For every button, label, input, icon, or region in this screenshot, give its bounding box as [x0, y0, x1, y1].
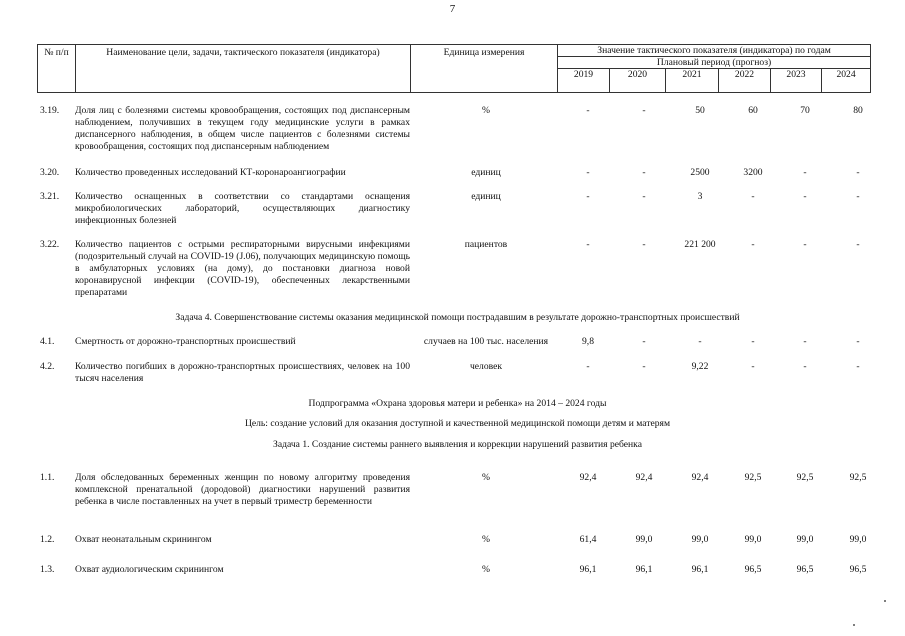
row-value-2020: - — [642, 336, 646, 347]
row-num: 1.1. — [40, 472, 55, 483]
header-year: 2020 — [610, 69, 666, 93]
row-value-2022: - — [751, 336, 755, 347]
row-value-2020: 92,4 — [635, 472, 653, 483]
row-unit: единиц — [471, 167, 501, 178]
row-value-2020: - — [642, 239, 646, 250]
row-value-2023: 70 — [800, 105, 810, 116]
row-value-2023: 92,5 — [796, 472, 814, 483]
row-value-2022: 92,5 — [744, 472, 762, 483]
row-value-2022: 3200 — [743, 167, 763, 178]
row-value-2020: - — [642, 191, 646, 202]
row-name: Количество погибших в дорожно-транспортных происшествиях, человек на 100 тысяч населения — [75, 361, 410, 384]
task-1-heading: Задача 1. Создание системы раннего выявления и коррекции нарушений развития ребенка — [273, 439, 642, 450]
row-num: 3.20. — [40, 167, 60, 178]
row-value-2022: - — [751, 361, 755, 372]
row-name: Смертность от дорожно-транспортных происшествий — [75, 336, 296, 347]
header-year: 2019 — [558, 69, 610, 93]
row-num: 4.2. — [40, 361, 55, 372]
row-value-2024: 99,0 — [849, 534, 867, 545]
row-value-2021: 9,22 — [691, 361, 709, 372]
row-num: 3.22. — [40, 239, 60, 250]
row-num: 3.19. — [40, 105, 60, 116]
row-unit: % — [482, 472, 490, 483]
row-value-2020: - — [642, 167, 646, 178]
row-value-2024: - — [856, 361, 860, 372]
row-value-2020: - — [642, 361, 646, 372]
row-value-2024: 96,5 — [849, 564, 867, 575]
row-value-2021: 96,1 — [691, 564, 709, 575]
row-value-2019: - — [586, 167, 590, 178]
row-value-2021: 99,0 — [691, 534, 709, 545]
row-value-2022: - — [751, 191, 755, 202]
row-value-2024: - — [856, 191, 860, 202]
row-value-2023: - — [803, 361, 807, 372]
scan-speck — [853, 624, 855, 626]
row-name: Охват неонатальным скринингом — [75, 534, 212, 545]
row-value-2024: - — [856, 239, 860, 250]
row-num: 1.2. — [40, 534, 55, 545]
subprogram-heading: Подпрограмма «Охрана здоровья матери и ребенка» на 2014 – 2024 годы — [308, 398, 607, 409]
row-name: Количество проведенных исследований КТ-коронароангиографии — [75, 167, 346, 178]
table-header — [37, 44, 871, 93]
row-value-2019: 96,1 — [579, 564, 597, 575]
row-value-2019: - — [586, 361, 590, 372]
row-unit: единиц — [471, 191, 501, 202]
row-unit: % — [482, 564, 490, 575]
header-year: 2022 — [719, 69, 771, 93]
row-value-2023: - — [803, 336, 807, 347]
row-value-2021: 3 — [697, 191, 703, 202]
row-value-2023: - — [803, 167, 807, 178]
row-value-2021: 92,4 — [691, 472, 709, 483]
row-value-2023: 96,5 — [796, 564, 814, 575]
header-year: 2024 — [822, 69, 871, 93]
row-num: 4.1. — [40, 336, 55, 347]
row-value-2019: - — [586, 239, 590, 250]
goal-heading: Цель: создание условий для оказания доступной и качественной медицинской помощи детям и матерям — [244, 418, 671, 429]
row-name: Количество пациентов с острыми респираторными вирусными инфекциями (подозрительный случай на COVID-19 (J.06), получающих медицинскую помощь в амбулаторных условиях (на дому), до постановки диагноза новой коронавирусной инфекции (COVID-19), обеспеченных лекарственными препаратами — [75, 239, 410, 298]
header-year: 2023 — [771, 69, 822, 93]
page-number: 7 — [449, 3, 456, 15]
row-value-2020: 96,1 — [635, 564, 653, 575]
row-num: 3.21. — [40, 191, 60, 202]
row-value-2022: 60 — [748, 105, 758, 116]
row-value-2023: - — [803, 239, 807, 250]
row-unit: % — [482, 534, 490, 545]
row-value-2019: - — [586, 191, 590, 202]
row-value-2021: 50 — [695, 105, 705, 116]
row-value-2024: - — [856, 336, 860, 347]
row-unit: % — [482, 105, 490, 116]
row-value-2023: 99,0 — [796, 534, 814, 545]
row-num: 1.3. — [40, 564, 55, 575]
row-name: Количество оснащенных в соответствии со стандартами оснащения микробиологических лабораторий, осуществляющих диагностику инфекционных болезней — [75, 191, 410, 226]
row-unit: случаев на 100 тыс. населения — [423, 336, 549, 347]
row-value-2019: 92,4 — [579, 472, 597, 483]
row-value-2024: 80 — [853, 105, 863, 116]
header-period: Плановый период (прогноз) — [558, 57, 871, 69]
row-value-2021: 2500 — [690, 167, 710, 178]
row-value-2022: - — [751, 239, 755, 250]
header-name: Наименование цели, задачи, тактического показателя (индикатора) — [76, 45, 411, 93]
row-value-2019: 9,8 — [582, 336, 594, 347]
task-4-heading: Задача 4. Совершенствование системы оказания медицинской помощи пострадавшим в результате дорожно-транспортных происшествий — [175, 312, 740, 323]
scan-speck — [884, 600, 886, 602]
row-value-2021: - — [698, 336, 702, 347]
row-name: Доля лиц с болезнями системы кровообращения, состоящих под диспансерным наблюдением, получивших в текущем году медицинские услуги в рамках диспансерного наблюдения, в общем числе пациентов с болезнями системы кровообращения, состоящих под диспансерным наблюдением — [75, 105, 410, 152]
row-value-2021: 221 200 — [684, 239, 716, 250]
row-value-2023: - — [803, 191, 807, 202]
row-name: Охват аудиологическим скринингом — [75, 564, 224, 575]
row-value-2022: 96,5 — [744, 564, 762, 575]
row-value-2019: 61,4 — [579, 534, 597, 545]
row-value-2024: 92,5 — [849, 472, 867, 483]
header-values-title: Значение тактического показателя (индикатора) по годам — [558, 45, 871, 57]
row-unit: пациентов — [464, 239, 508, 250]
row-unit: человек — [469, 361, 503, 372]
row-name: Доля обследованных беременных женщин по новому алгоритму проведения комплексной пренатальной (дородовой) диагностики нарушений развития ребенка в числе поставленных на учет в первый триместр беременности — [75, 472, 410, 507]
row-value-2020: - — [642, 105, 646, 116]
row-value-2020: 99,0 — [635, 534, 653, 545]
row-value-2019: - — [586, 105, 590, 116]
header-num: № п/п — [38, 45, 76, 93]
row-value-2024: - — [856, 167, 860, 178]
header-year: 2021 — [666, 69, 719, 93]
row-value-2022: 99,0 — [744, 534, 762, 545]
header-unit: Единица измерения — [411, 45, 558, 93]
